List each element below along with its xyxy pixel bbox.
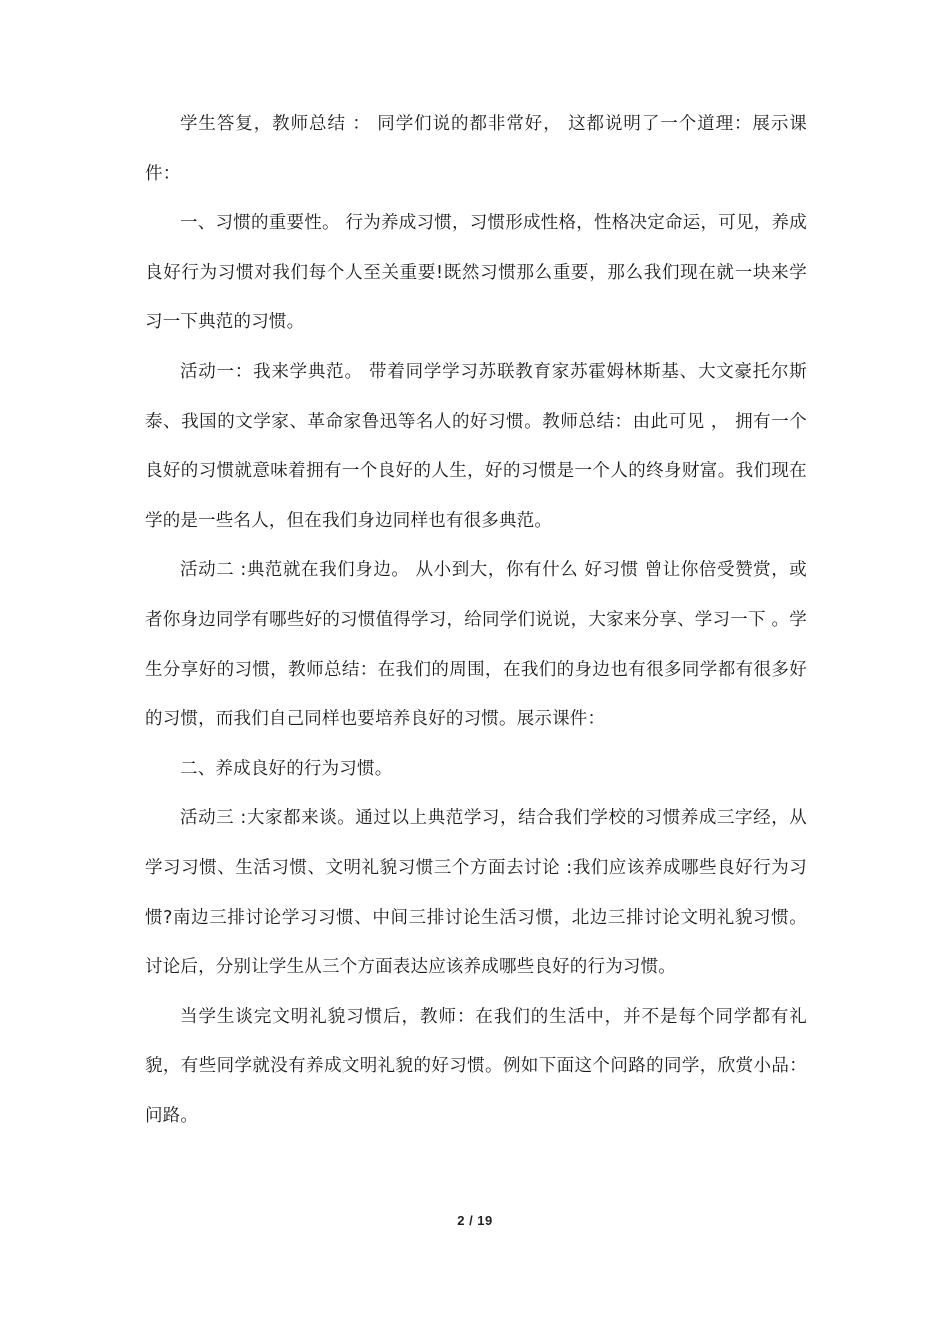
paragraph: 一、习惯的重要性。 行为养成习惯，习惯形成性格，性格决定命运，可见，养成良好行为习惯对我们每个人至关重要!既然习惯那么重要，那么我们现在就一块来学习一下典范的习惯。 [145,213,807,333]
paragraph: 当学生谈完文明礼貌习惯后，教师：在我们的生活中，并不是每个同学都有礼貌，有些同学就没有养成文明礼貌的好习惯。例如下面这个问路的同学，欣赏小品：问路。 [145,1006,807,1126]
paragraph: 活动二 :典范就在我们身边。 从小到大，你有什么 好习惯 曾让你倍受赞赏，或者你身边同学有哪些好的习惯值得学习，给同学们说说，大家来分享、学习一下 。学生分享好的习惯，教师总结：在我们的周围，在我们的身边也有很多同学都有很多好的习惯，而我们自己同样也要培养良好的习惯。展示课件： [145,560,807,730]
paragraph: 活动三 :大家都来谈。通过以上典范学习，结合我们学校的习惯养成三字经，从学习习惯、生活习惯、文明礼貌习惯三个方面去讨论 :我们应该养成哪些良好行为习惯?南边三排讨论学习习惯、中间三排讨论生活习惯，北边三排讨论文明礼貌习惯。讨论后，分别让学生从三个方面表达应该养成哪些良好的行为习惯。 [145,808,807,978]
paragraph: 活动一：我来学典范。 带着同学学习苏联教育家苏霍姆林斯基、大文豪托尔斯泰、我国的文学家、革命家鲁迅等名人的好习惯。教师总结：由此可见 ， 拥有一个良好的习惯就意味着拥有一个良好的人生，好的习惯是一个人的终身财富。我们现在学的是一些名人，但在我们身边同样也有很多典范。 [145,361,807,531]
paragraph: 二、养成良好的行为习惯。 [180,758,393,779]
page-number: 2 / 19 [457,1213,493,1228]
paragraph: 学生答复，教师总结 ： 同学们说的都非常好， 这都说明了一个道理：展示课件： [145,114,807,184]
document-body [145,100,807,1141]
